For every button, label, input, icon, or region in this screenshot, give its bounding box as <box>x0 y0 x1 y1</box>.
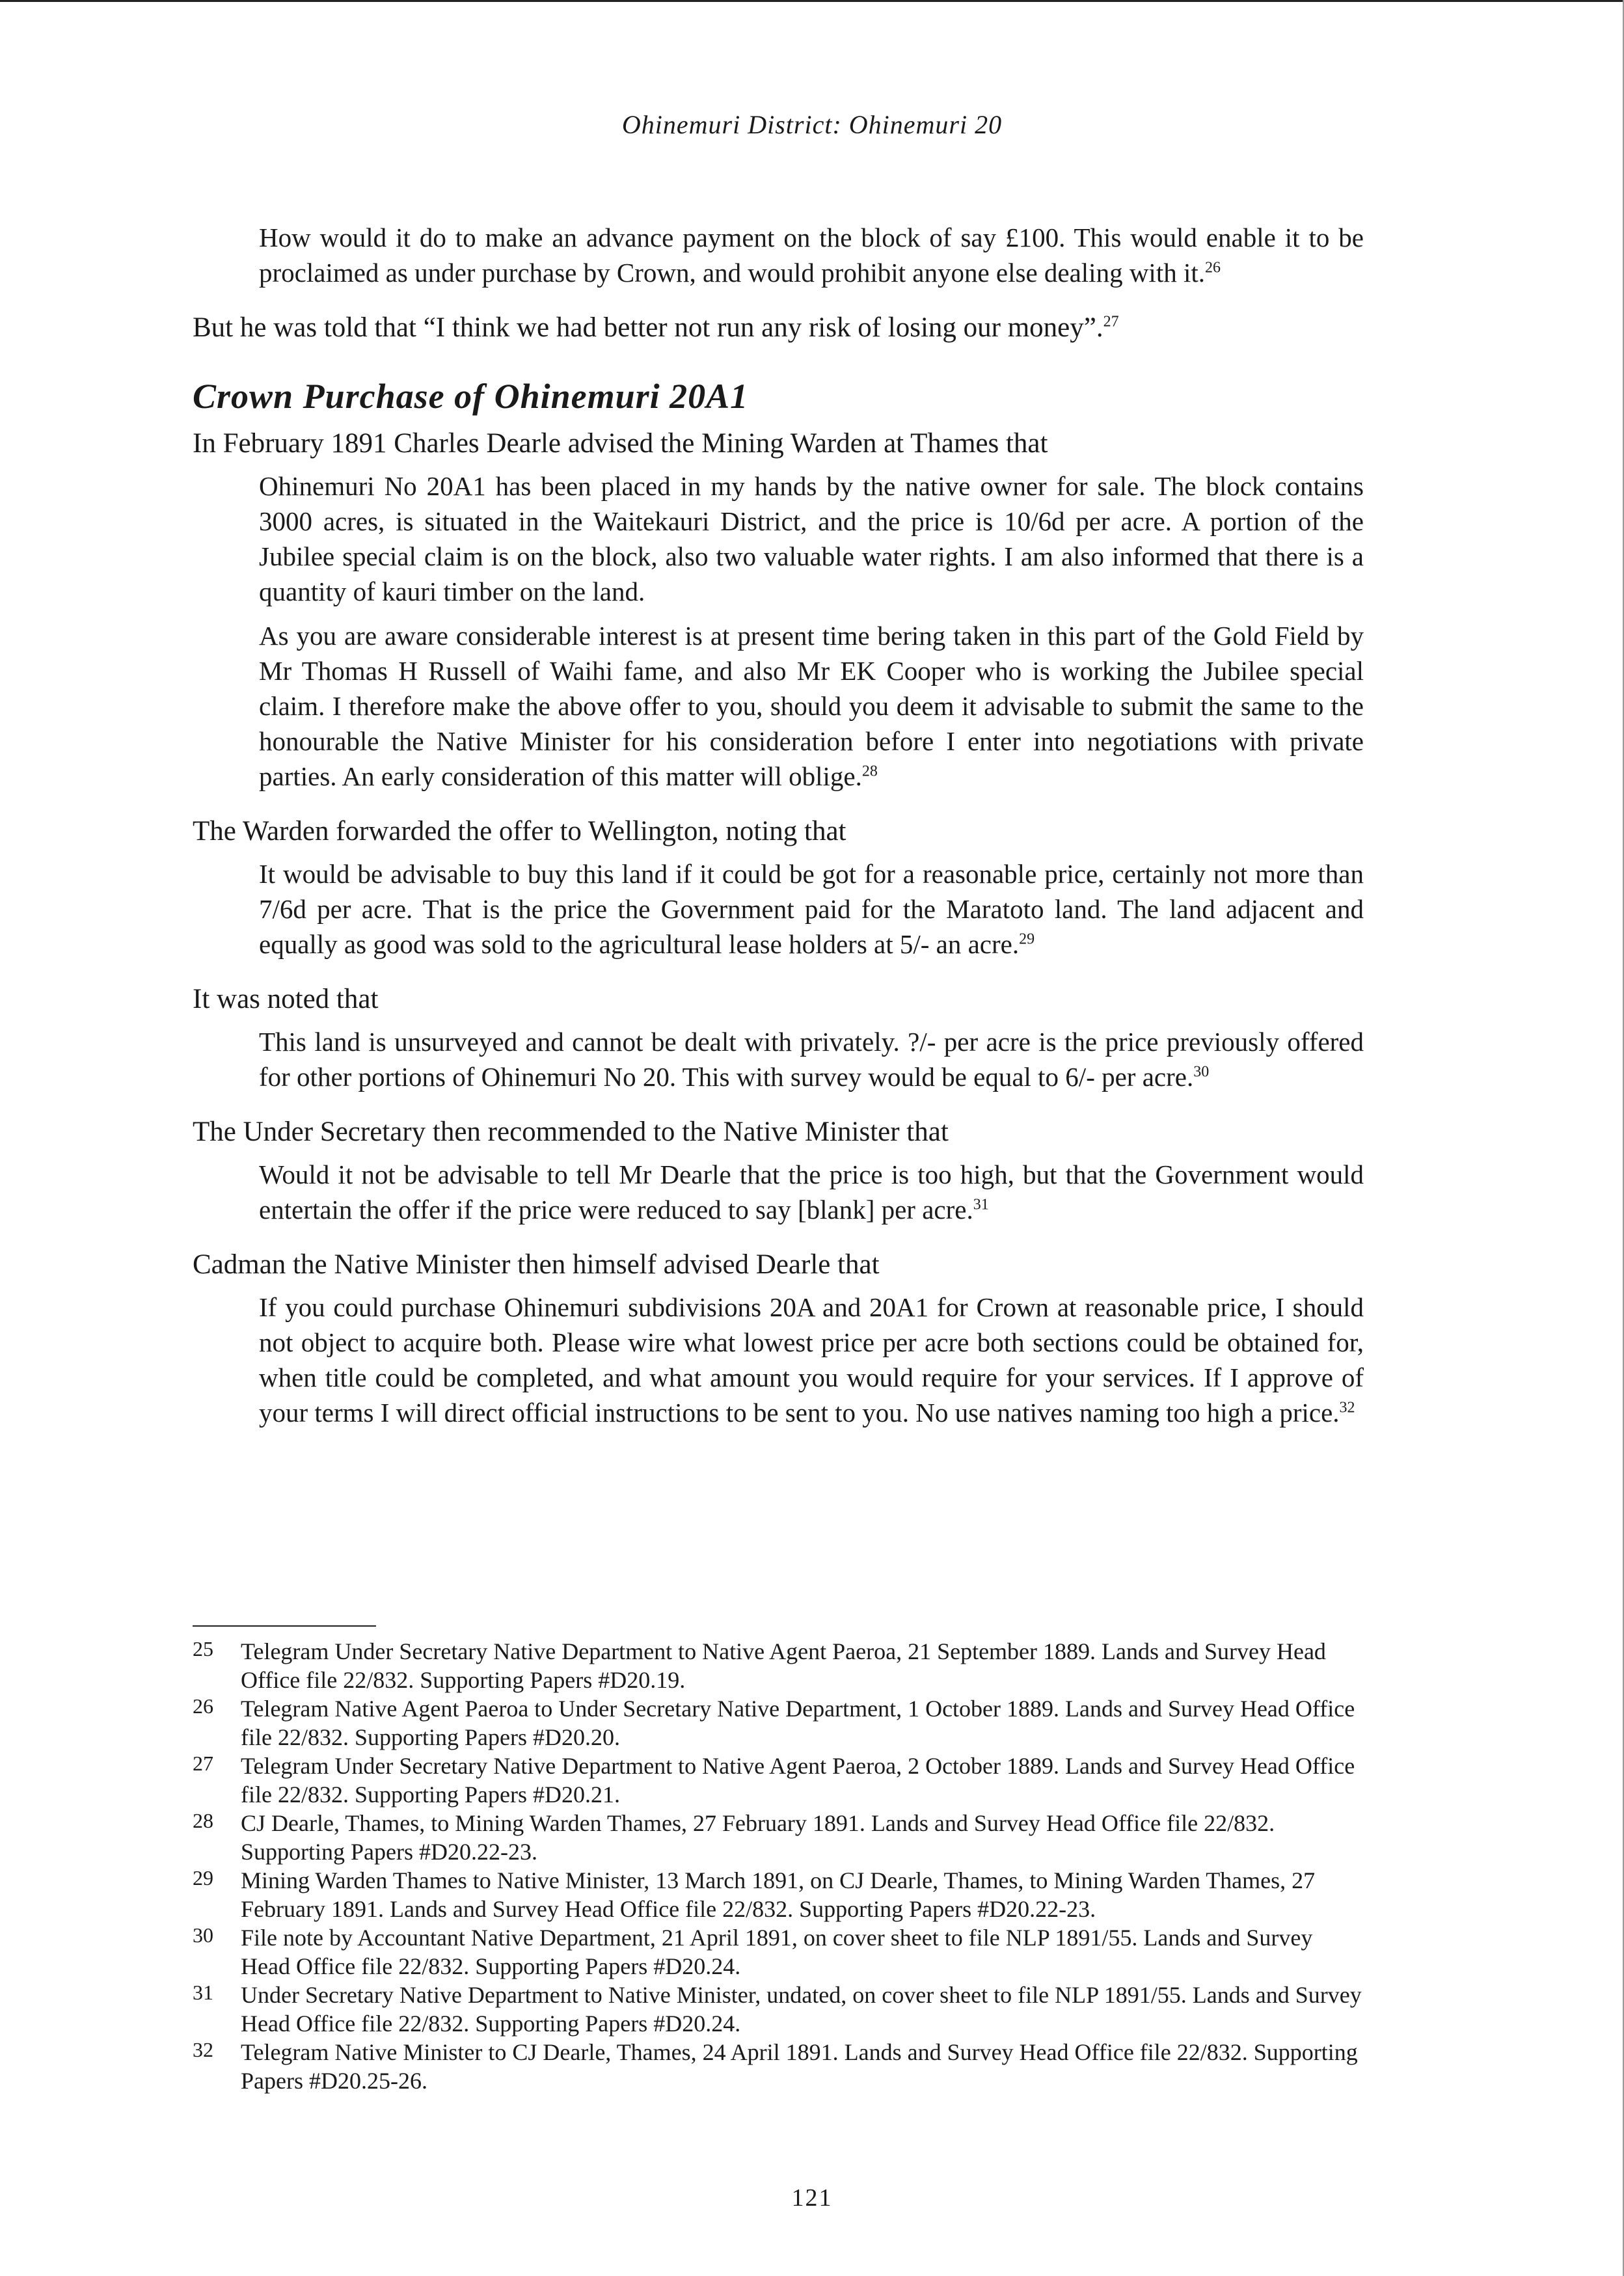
paragraph <box>193 426 1364 462</box>
footnote-number: 32 <box>193 2038 213 2061</box>
body-text <box>193 220 1364 1430</box>
block-quote <box>259 856 1364 962</box>
footnote-text: Mining Warden Thames to Native Minister, 13 March 1891, on CJ Dearle, Thames, to Mining Warden Thames, 27 February 1891. Lands and Survey Head Office file 22/832. Supporting Papers #D20.22-23. <box>241 1867 1316 1922</box>
paragraph-text: Cadman the Native Minister then himself advised Dearle that <box>193 1249 880 1280</box>
footnote-ref[interactable]: 30 <box>1193 1063 1210 1081</box>
section-heading: Crown Purchase of Ohinemuri 20A1 <box>193 377 749 416</box>
footnote-ref[interactable]: 27 <box>1103 313 1119 331</box>
paragraph <box>193 813 1364 850</box>
quote-text: This land is unsurveyed and cannot be dealt with privately. ?/- per acre is the price previously offered for other portions of Ohinemuri No 20. This with survey would be equal to 6/- per acre. <box>259 1027 1364 1092</box>
block-quote <box>259 1024 1364 1094</box>
quote-text: As you are aware considerable interest is at present time bering taken in this part of the Gold Field by Mr Thomas H Russell of Waihi fame, and also Mr EK Cooper who is working the Jubilee special claim. I therefore make the above offer to you, should you deem it advisable to submit the same to the honourable the Native Minister for his consideration before I enter into negotiations with private parties. An early consideration of this matter will oblige. <box>259 621 1364 791</box>
paragraph-text: The Warden forwarded the offer to Wellington, noting that <box>193 816 846 847</box>
footnote-text: CJ Dearle, Thames, to Mining Warden Thames, 27 February 1891. Lands and Survey Head Office file 22/832. Supporting Papers #D20.22-23. <box>241 1810 1275 1865</box>
running-head: Ohinemuri District: Ohinemuri 20 <box>621 110 1003 139</box>
footnote-separator <box>193 1625 376 1627</box>
footnote <box>193 1981 1364 2038</box>
block-quote <box>259 220 1364 290</box>
footnote-number: 28 <box>193 1809 213 1832</box>
paragraph-text: It was noted that <box>193 984 379 1014</box>
block-quote <box>259 468 1364 609</box>
quote-text: Ohinemuri No 20A1 has been placed in my hands by the native owner for sale. The block contains 3000 acres, is situated in the Waitekauri District, and the price is 10/6d per acre. A portion of the Jubilee special claim is on the block, also two valuable water rights. I am also informed that there is a quantity of kauri timber on the land. <box>259 471 1364 606</box>
footnote-ref[interactable]: 32 <box>1339 1399 1355 1416</box>
page-top-border <box>0 0 1624 2</box>
paragraph <box>193 310 1364 346</box>
paragraph-text: The Under Secretary then recommended to the Native Minister that <box>193 1117 949 1147</box>
footnote <box>193 1809 1364 1866</box>
footnote-ref[interactable]: 26 <box>1205 259 1221 277</box>
block-quote <box>259 618 1364 794</box>
footnote <box>193 1637 1364 1694</box>
footnote-number: 27 <box>193 1752 213 1775</box>
footnote-ref[interactable]: 28 <box>861 763 878 780</box>
footnote <box>193 2038 1364 2095</box>
footnote-number: 26 <box>193 1694 213 1718</box>
paragraph-text: But he was told that “I think we had better not run any risk of losing our money”. <box>193 312 1103 343</box>
quote-text: How would it do to make an advance payment on the block of say £100. This would enable it to be proclaimed as under purchase by Crown, and would prohibit anyone else dealing with it. <box>259 223 1364 288</box>
footnote-text: Under Secretary Native Department to Native Minister, undated, on cover sheet to file NLP 1891/55. Lands and Survey Head Office file 22/832. Supporting Papers #D20.24. <box>241 1982 1362 2037</box>
paragraph <box>193 981 1364 1018</box>
footnotes <box>193 1637 1364 2095</box>
paragraph <box>193 1114 1364 1150</box>
footnote-number: 30 <box>193 1923 213 1947</box>
page-number: 121 <box>791 2184 833 2212</box>
footnote-number: 25 <box>193 1637 213 1660</box>
footnote-ref[interactable]: 29 <box>1019 930 1035 948</box>
footnote-text: Telegram Under Secretary Native Department to Native Agent Paeroa, 21 September 1889. Lands and Survey Head Office file 22/832. Supporting Papers #D20.19. <box>241 1638 1326 1693</box>
footnote <box>193 1752 1364 1809</box>
footnote-text: Telegram Under Secretary Native Department to Native Agent Paeroa, 2 October 1889. Lands and Survey Head Office file 22/832. Supporting Papers #D20.21. <box>241 1753 1355 1808</box>
footnote-text: Telegram Native Agent Paeroa to Under Secretary Native Department, 1 October 1889. Lands and Survey Head Office file 22/832. Supporting Papers #D20.20. <box>241 1696 1355 1750</box>
quote-text: Would it not be advisable to tell Mr Dearle that the price is too high, but that the Government would entertain the offer if the price were reduced to say [blank] per acre. <box>259 1159 1364 1225</box>
paragraph-text: In February 1891 Charles Dearle advised the Mining Warden at Thames that <box>193 428 1048 459</box>
paragraph <box>193 1247 1364 1283</box>
footnote <box>193 1866 1364 1923</box>
footnote <box>193 1694 1364 1752</box>
footnote-number: 29 <box>193 1866 213 1890</box>
footnote-ref[interactable]: 31 <box>973 1196 989 1213</box>
block-quote <box>259 1290 1364 1430</box>
footnote-number: 31 <box>193 1981 213 2004</box>
footnote <box>193 1923 1364 1981</box>
quote-text: If you could purchase Ohinemuri subdivisions 20A and 20A1 for Crown at reasonable price, I should not object to acquire both. Please wire what lowest price per acre both sections could be obtained for, when title could be completed, and what amount you would require for your services. If I approve of your terms I will direct official instructions to be sent to you. No use natives naming too high a price. <box>259 1292 1364 1428</box>
block-quote <box>259 1157 1364 1227</box>
footnote-text: Telegram Native Minister to CJ Dearle, Thames, 24 April 1891. Lands and Survey Head Office file 22/832. Supporting Papers #D20.25-26. <box>241 2039 1358 2094</box>
quote-text: It would be advisable to buy this land if it could be got for a reasonable price, certainly not more than 7/6d per acre. That is the price the Government paid for the Maratoto land. The land adjacent and equally as good was sold to the agricultural lease holders at 5/- an acre. <box>259 859 1364 959</box>
footnote-text: File note by Accountant Native Department, 21 April 1891, on cover sheet to file NLP 1891/55. Lands and Survey Head Office file 22/832. Supporting Papers #D20.24. <box>241 1925 1313 1979</box>
